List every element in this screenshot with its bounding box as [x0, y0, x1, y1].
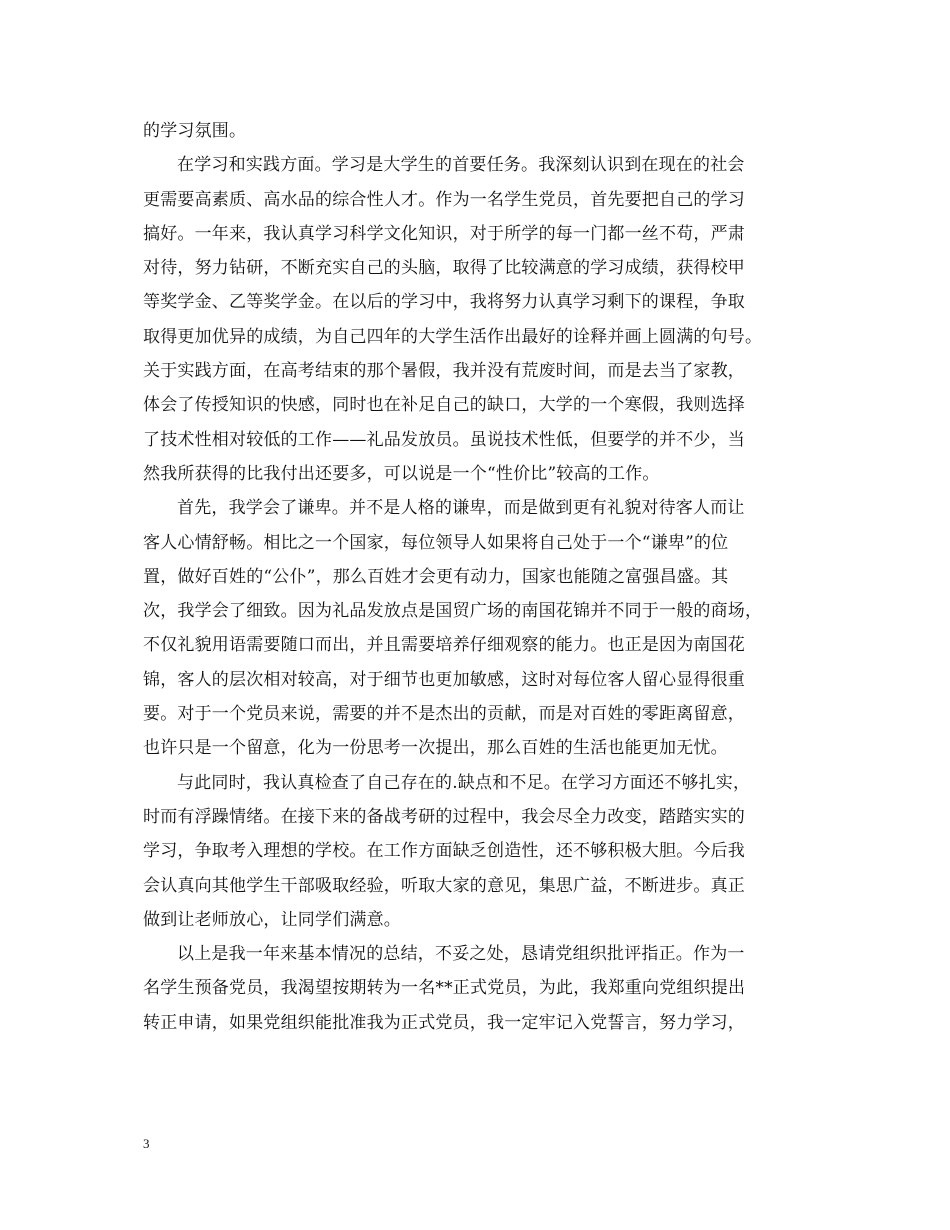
text-line: 更需要高素质、高水品的综合性人才。作为一名学生党员，首先要把自己的学习 — [143, 189, 745, 210]
text-line: 等奖学金、乙等奖学金。在以后的学习中，我将努力认真学习剩下的课程，争取 — [143, 292, 745, 313]
text-line: 名学生预备党员，我渴望按期转为一名**正式党员，为此，我郑重向党组织提出 — [143, 978, 746, 999]
text-line: 也许只是一个留意，化为一份思考一次提出，那么百姓的生活也能更加无忧。 — [143, 738, 728, 759]
text-line: 锦，客人的层次相对较高，对于细节也更加敏感，这时对每位客人留心显得很重 — [143, 669, 745, 690]
text-line: 与此同时，我认真检查了自己存在的.缺点和不足。在学习方面还不够扎实， — [177, 772, 751, 793]
text-line: 做到让老师放心，让同学们满意。 — [143, 909, 401, 930]
text-line: 关于实践方面，在高考结束的那个暑假，我并没有荒废时间，而是去当了家教， — [143, 361, 745, 382]
body-text — [143, 114, 823, 1040]
text-line: 要。对于一个党员来说，需要的并不是杰出的贡献，而是对百姓的零距离留意， — [143, 704, 745, 725]
text-line: 置，做好百姓的“公仆”，那么百姓才会更有动力，国家也能随之富强昌盛。其 — [143, 566, 729, 587]
text-line: 体会了传授知识的快感，同时也在补足自己的缺口，大学的一个寒假，我则选择 — [143, 395, 745, 416]
text-line: 次，我学会了细致。因为礼品发放点是国贸广场的南国花锦并不同于一般的商场， — [143, 601, 763, 622]
text-line: 搞好。一年来，我认真学习科学文化知识，对于所学的每一门都一丝不苟，严肃 — [143, 223, 745, 244]
text-line: 学习，争取考入理想的学校。在工作方面缺乏创造性，还不够积极大胆。今后我 — [143, 841, 745, 862]
text-line: 在学习和实践方面。学习是大学生的首要任务。我深刻认识到在现在的社会 — [177, 155, 745, 176]
text-line: 客人心情舒畅。相比之一个国家，每位领导人如果将自己处于一个“谦卑”的位 — [143, 532, 729, 553]
text-line: 以上是我一年来基本情况的总结，不妥之处，恳请党组织批评指正。作为一 — [177, 944, 745, 965]
text-line: 不仅礼貌用语需要随口而出，并且需要培养仔细观察的能力。也正是因为南国花 — [143, 635, 745, 656]
text-line: 时而有浮躁情绪。在接下来的备战考研的过程中，我会尽全力改变，踏踏实实的 — [143, 806, 745, 827]
text-line: 对待，努力钻研，不断充实自己的头脑，取得了比较满意的学习成绩，获得校甲 — [143, 258, 745, 279]
text-line: 会认真向其他学生干部吸取经验，听取大家的意见，集思广益，不断进步。真正 — [143, 875, 745, 896]
text-line: 了技术性相对较低的工作——礼品发放员。虽说技术性低，但要学的并不少，当 — [143, 429, 745, 450]
text-line: 取得更加优异的成绩，为自己四年的大学生活作出最好的诠释并画上圆满的句号。 — [143, 326, 763, 347]
text-line: 然我所获得的比我付出还要多，可以说是一个“性价比”较高的工作。 — [143, 463, 660, 484]
text-line: 首先，我学会了谦卑。并不是人格的谦卑，而是做到更有礼貌对待客人而让 — [177, 498, 745, 519]
text-line: 的学习氛围。 — [143, 121, 247, 141]
text-line: 转正申请，如果党组织能批准我为正式党员，我一定牢记入党誓言，努力学习， — [143, 1012, 745, 1033]
page-number: 3 — [143, 1136, 150, 1151]
